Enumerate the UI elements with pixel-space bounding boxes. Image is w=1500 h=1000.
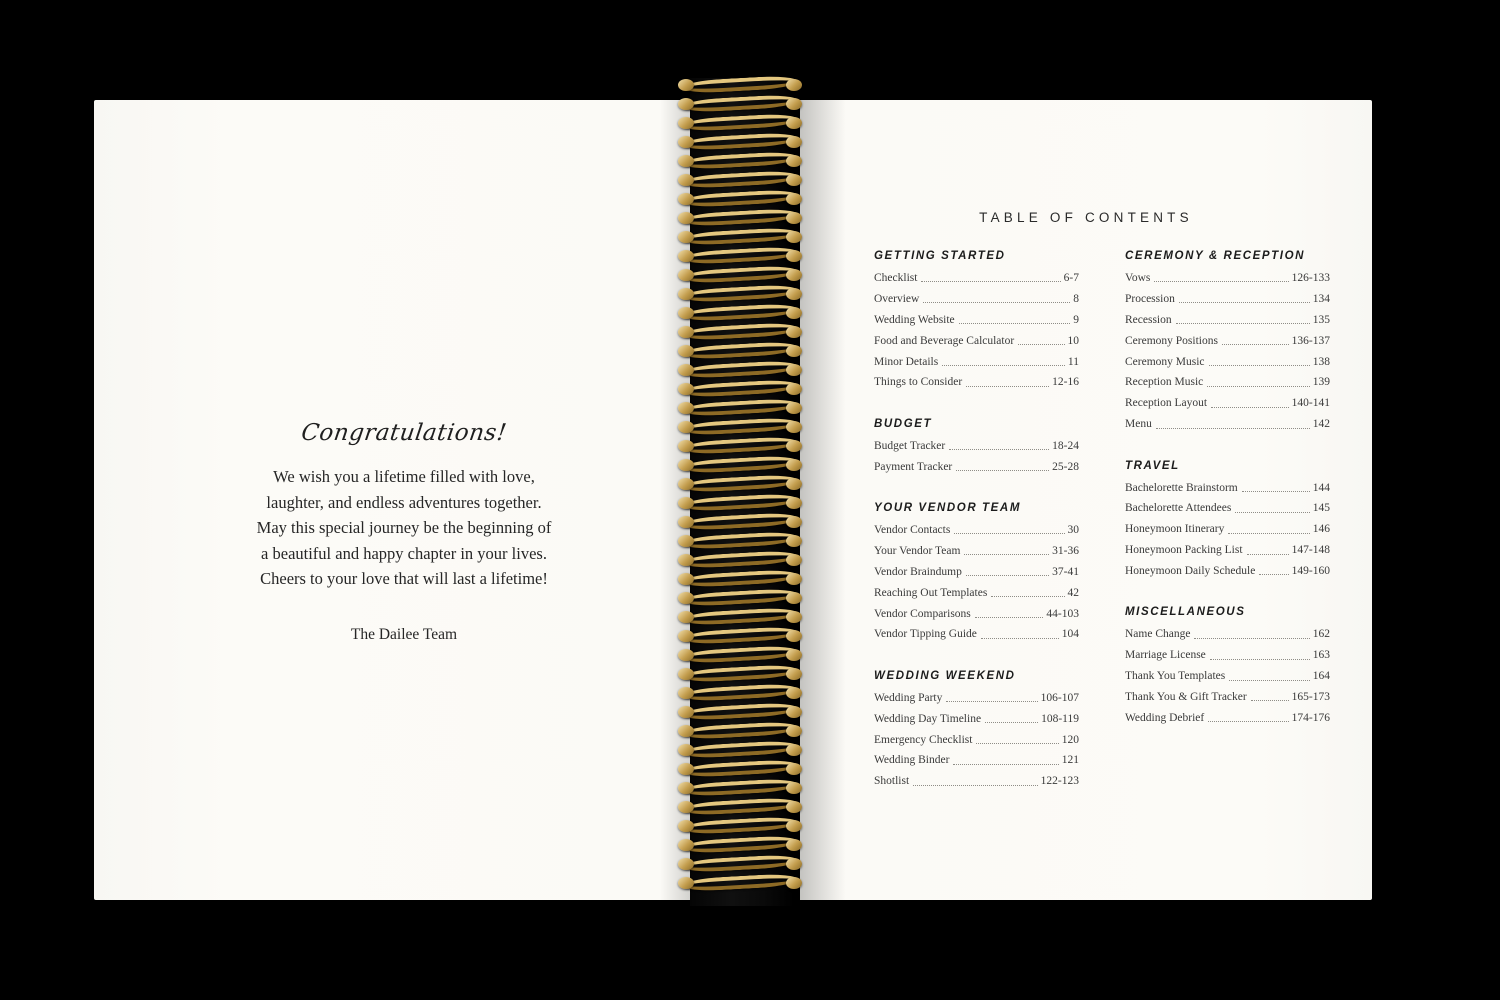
toc-entry[interactable] bbox=[874, 355, 1079, 369]
toc-entry[interactable] bbox=[874, 753, 1079, 767]
toc-entry-label: Vendor Comparisons bbox=[874, 607, 971, 620]
toc-entry-leader bbox=[1018, 343, 1064, 345]
toc-entry-leader bbox=[1242, 490, 1310, 492]
toc-entry-label: Vendor Braindump bbox=[874, 565, 962, 578]
spiral-coil bbox=[676, 401, 804, 420]
toc-entry-leader bbox=[981, 637, 1059, 639]
toc-entry-leader bbox=[946, 700, 1037, 702]
toc-entry-leader bbox=[1209, 364, 1310, 366]
spiral-coil bbox=[676, 287, 804, 306]
toc-entry-label: Vows bbox=[1125, 272, 1151, 284]
toc-section-title: CEREMONY & RECEPTION bbox=[1125, 250, 1306, 262]
toc-entry-label: Thank You & Gift Tracker bbox=[1125, 691, 1247, 703]
congratulations-heading: Congratulations! bbox=[299, 420, 509, 446]
toc-entry[interactable] bbox=[874, 375, 1079, 389]
toc-entry-leader bbox=[954, 532, 1064, 534]
spiral-coil bbox=[676, 211, 804, 230]
toc-entry[interactable] bbox=[1125, 522, 1330, 536]
toc-column-left bbox=[874, 250, 1079, 817]
toc-entry-pages: 25-28 bbox=[1052, 460, 1079, 473]
toc-section bbox=[874, 250, 1079, 390]
left-page bbox=[94, 100, 714, 900]
spiral-coil bbox=[676, 857, 804, 876]
toc-entry-pages: 31-36 bbox=[1052, 544, 1079, 557]
toc-entry-label: Shotlist bbox=[874, 775, 910, 788]
toc-entry-label: Overview bbox=[874, 292, 920, 305]
spiral-coil bbox=[676, 325, 804, 344]
toc-entry-pages: 44-103 bbox=[1046, 607, 1079, 620]
toc-entry-label: Recession bbox=[1125, 313, 1172, 326]
spiral-coil bbox=[676, 667, 804, 686]
toc-section-title: GETTING STARTED bbox=[874, 250, 1006, 262]
spiral-coil bbox=[676, 819, 804, 838]
spiral-coil bbox=[676, 572, 804, 591]
message-line: Cheers to your love that will last a lifetime! bbox=[260, 569, 548, 589]
toc-entry-leader bbox=[991, 595, 1064, 597]
toc-entry-pages: 164 bbox=[1312, 670, 1330, 683]
toc-entry[interactable] bbox=[874, 774, 1079, 788]
toc-entry[interactable] bbox=[874, 271, 1079, 285]
toc-entry-leader bbox=[913, 784, 1038, 786]
toc-entry-leader bbox=[1228, 532, 1309, 534]
toc-entry-pages: 121 bbox=[1061, 754, 1079, 767]
toc-entry-leader bbox=[1259, 573, 1288, 575]
toc-entry-leader bbox=[964, 553, 1049, 555]
toc-entry-label: Wedding Binder bbox=[874, 754, 950, 767]
toc-entry-leader bbox=[966, 574, 1049, 576]
spiral-coil bbox=[676, 838, 804, 857]
toc-entry-pages: 140-141 bbox=[1291, 397, 1330, 410]
toc-entry-label: Reaching Out Templates bbox=[874, 586, 988, 599]
toc-entry-label: Thank You Templates bbox=[1125, 670, 1226, 683]
toc-entry-label: Bachelorette Attendees bbox=[1125, 502, 1232, 515]
toc-entry-leader bbox=[1211, 406, 1289, 408]
toc-entry-pages: 144 bbox=[1312, 481, 1330, 494]
toc-entry-pages: 142 bbox=[1312, 418, 1330, 431]
toc-entry[interactable] bbox=[1125, 543, 1330, 557]
spiral-coil bbox=[676, 97, 804, 116]
toc-entry[interactable] bbox=[1125, 501, 1330, 515]
toc-section-title: YOUR VENDOR TEAM bbox=[874, 502, 1021, 514]
toc-entry[interactable] bbox=[874, 334, 1079, 348]
toc-entry-label: Wedding Party bbox=[874, 691, 943, 704]
toc-entry-label: Name Change bbox=[1125, 628, 1191, 641]
toc-entry-pages: 9 bbox=[1073, 313, 1079, 326]
toc-column-right bbox=[1125, 250, 1330, 817]
toc-section bbox=[1125, 460, 1330, 579]
toc-entry[interactable] bbox=[1125, 564, 1330, 578]
toc-entry[interactable] bbox=[1125, 669, 1330, 683]
toc-entry[interactable] bbox=[1125, 627, 1330, 641]
toc-entry-pages: 162 bbox=[1312, 628, 1330, 641]
signature-text: The Dailee Team bbox=[350, 625, 458, 643]
spiral-coil bbox=[676, 743, 804, 762]
toc-entry-leader bbox=[1251, 699, 1289, 701]
toc-entry-leader bbox=[1207, 385, 1310, 387]
toc-entry-leader bbox=[1208, 720, 1288, 722]
toc-entry-pages: 138 bbox=[1312, 355, 1330, 368]
toc-entry-label: Bachelorette Brainstorm bbox=[1125, 481, 1238, 494]
toc-entry-pages: 12-16 bbox=[1052, 376, 1079, 389]
toc-entry-pages: 163 bbox=[1312, 649, 1330, 662]
spiral-coil bbox=[676, 192, 804, 211]
toc-entry[interactable] bbox=[874, 691, 1079, 705]
toc-entry-leader bbox=[921, 280, 1060, 282]
spiral-coil bbox=[676, 534, 804, 553]
toc-entry-label: Things to Consider bbox=[874, 376, 963, 389]
spiral-coil bbox=[676, 135, 804, 154]
toc-entry[interactable] bbox=[874, 565, 1079, 579]
spiral-coil bbox=[676, 420, 804, 439]
toc-entry-leader bbox=[1247, 553, 1289, 555]
spiral-coil bbox=[676, 496, 804, 515]
toc-entry-pages: 136-137 bbox=[1291, 334, 1330, 347]
toc-entry[interactable] bbox=[1125, 271, 1330, 285]
toc-entry-pages: 134 bbox=[1312, 292, 1330, 305]
toc-entry-pages: 8 bbox=[1073, 292, 1079, 305]
toc-section bbox=[1125, 606, 1330, 725]
toc-entry-pages: 120 bbox=[1061, 733, 1079, 746]
toc-entry[interactable] bbox=[1125, 417, 1330, 431]
spiral-coil bbox=[676, 249, 804, 268]
toc-entry-pages: 145 bbox=[1312, 502, 1330, 515]
toc-entry-leader bbox=[953, 763, 1058, 765]
toc-entry-leader bbox=[975, 616, 1044, 618]
toc-entry-leader bbox=[985, 721, 1038, 723]
toc-entry[interactable] bbox=[874, 544, 1079, 558]
toc-entry-pages: 135 bbox=[1312, 313, 1330, 326]
toc-entry[interactable] bbox=[1125, 355, 1330, 369]
spiral-coil bbox=[676, 762, 804, 781]
toc-entry-leader bbox=[976, 742, 1058, 744]
spiral-coil bbox=[676, 268, 804, 287]
spiral-coil bbox=[676, 629, 804, 648]
toc-entry-pages: 147-148 bbox=[1291, 544, 1330, 557]
toc-section bbox=[874, 670, 1079, 789]
spiral-coil bbox=[676, 363, 804, 382]
spiral-coil bbox=[676, 154, 804, 173]
toc-entry-label: Ceremony Music bbox=[1125, 355, 1205, 368]
toc-entry-label: Vendor Contacts bbox=[874, 524, 951, 536]
spiral-coil bbox=[676, 705, 804, 724]
toc-entry-label: Ceremony Positions bbox=[1125, 334, 1218, 347]
message-line: laughter, and endless adventures together. bbox=[266, 492, 542, 512]
toc-entry[interactable] bbox=[874, 607, 1079, 621]
spiral-coil bbox=[676, 439, 804, 458]
toc-entry-pages: 6-7 bbox=[1063, 272, 1079, 284]
message-line: May this special journey be the beginning of bbox=[256, 518, 552, 538]
toc-entry-pages: 37-41 bbox=[1052, 565, 1079, 578]
spiral-coil bbox=[676, 230, 804, 249]
toc-entry[interactable] bbox=[874, 523, 1079, 537]
toc-entry[interactable] bbox=[1125, 334, 1330, 348]
toc-entry-label: Payment Tracker bbox=[874, 460, 953, 473]
toc-entry-label: Honeymoon Packing List bbox=[1125, 544, 1243, 557]
toc-entry-pages: 122-123 bbox=[1040, 775, 1079, 788]
toc-entry-leader bbox=[959, 322, 1071, 324]
toc-entry[interactable] bbox=[1125, 313, 1330, 327]
toc-section-title: BUDGET bbox=[874, 417, 933, 430]
toc-entry-label: Wedding Website bbox=[874, 313, 955, 326]
toc-entry-leader bbox=[942, 364, 1065, 366]
toc-section bbox=[874, 418, 1079, 474]
spiral-coil bbox=[676, 306, 804, 325]
right-page bbox=[800, 100, 1372, 900]
spiral-coil bbox=[676, 686, 804, 705]
spiral-coil bbox=[676, 800, 804, 819]
spiral-coil bbox=[676, 515, 804, 534]
toc-entry-pages: 18-24 bbox=[1052, 439, 1079, 452]
spiral-coil bbox=[676, 781, 804, 800]
toc-entry-label: Food and Beverage Calculator bbox=[874, 334, 1015, 347]
toc-entry-leader bbox=[1194, 637, 1309, 639]
message-line: a beautiful and happy chapter in your lives. bbox=[261, 543, 547, 563]
toc-section bbox=[874, 502, 1079, 642]
toc-entry[interactable] bbox=[874, 460, 1079, 474]
toc-entry-label: Honeymoon Itinerary bbox=[1125, 523, 1225, 536]
toc-entry[interactable] bbox=[874, 712, 1079, 726]
toc-entry[interactable] bbox=[1125, 690, 1330, 704]
toc-entry-pages: 146 bbox=[1312, 523, 1330, 536]
spiral-coil bbox=[676, 173, 804, 192]
toc-entry-pages: 149-160 bbox=[1291, 565, 1330, 577]
toc-entry-pages: 30 bbox=[1067, 524, 1079, 536]
toc-entry-label: Your Vendor Team bbox=[874, 544, 961, 557]
toc-entry[interactable] bbox=[1125, 375, 1330, 389]
spiral-coil bbox=[676, 382, 804, 401]
toc-entry-pages: 139 bbox=[1312, 376, 1330, 389]
toc-entry-pages: 42 bbox=[1067, 586, 1079, 599]
toc-entry-leader bbox=[956, 469, 1049, 471]
congratulations-block bbox=[94, 420, 714, 644]
spiral-coil bbox=[676, 78, 804, 97]
toc-entry-leader bbox=[1179, 301, 1310, 303]
toc-entry-leader bbox=[923, 301, 1070, 303]
spiral-coil bbox=[676, 648, 804, 667]
toc-entry[interactable] bbox=[874, 627, 1079, 641]
toc-entry[interactable] bbox=[1125, 396, 1330, 410]
toc-entry[interactable] bbox=[874, 313, 1079, 327]
toc-entry-leader bbox=[1156, 427, 1310, 429]
toc-entry-pages: 126-133 bbox=[1291, 272, 1330, 284]
toc-entry-pages: 104 bbox=[1061, 628, 1079, 641]
toc-entry-leader bbox=[949, 448, 1049, 450]
toc-entry-label: Checklist bbox=[874, 272, 918, 284]
spiral-coil bbox=[676, 458, 804, 477]
toc-entry[interactable] bbox=[1125, 481, 1330, 495]
toc-entry-pages: 10 bbox=[1067, 334, 1079, 347]
toc-entry[interactable] bbox=[874, 586, 1079, 600]
toc-entry-label: Honeymoon Daily Schedule bbox=[1125, 565, 1256, 577]
toc-entry-leader bbox=[1229, 679, 1310, 681]
table-of-contents bbox=[874, 250, 1330, 817]
toc-entry-leader bbox=[1176, 322, 1310, 324]
toc-section-title: TRAVEL bbox=[1125, 459, 1180, 472]
spiral-coil bbox=[676, 610, 804, 629]
toc-entry-label: Reception Music bbox=[1125, 376, 1204, 389]
toc-entry-label: Vendor Tipping Guide bbox=[874, 628, 977, 641]
toc-entry-label: Procession bbox=[1125, 292, 1175, 305]
toc-entry-label: Reception Layout bbox=[1125, 397, 1208, 410]
toc-entry-label: Wedding Debrief bbox=[1125, 711, 1205, 724]
toc-section-title: MISCELLANEOUS bbox=[1125, 606, 1246, 619]
spiral-coil bbox=[676, 477, 804, 496]
congratulations-message bbox=[94, 464, 714, 592]
toc-entry[interactable] bbox=[1125, 711, 1330, 725]
toc-entry-label: Marriage License bbox=[1125, 649, 1206, 662]
toc-entry-label: Budget Tracker bbox=[874, 439, 946, 452]
toc-entry-pages: 108-119 bbox=[1041, 712, 1079, 725]
toc-entry-label: Wedding Day Timeline bbox=[874, 712, 982, 725]
toc-section bbox=[1125, 250, 1330, 432]
page-title: TABLE OF CONTENTS bbox=[979, 210, 1193, 225]
toc-entry-pages: 174-176 bbox=[1291, 711, 1330, 724]
spiral-coil bbox=[676, 553, 804, 572]
toc-entry-pages: 11 bbox=[1067, 355, 1079, 368]
toc-entry[interactable] bbox=[1125, 292, 1330, 306]
toc-entry-leader bbox=[1154, 280, 1288, 282]
toc-entry-pages: 106-107 bbox=[1040, 691, 1079, 704]
toc-entry-label: Emergency Checklist bbox=[874, 733, 973, 746]
toc-entry-leader bbox=[966, 385, 1049, 387]
toc-section-title: WEDDING WEEKEND bbox=[874, 669, 1016, 682]
toc-entry-leader bbox=[1235, 511, 1309, 513]
spiral-coil bbox=[676, 724, 804, 743]
toc-entry[interactable] bbox=[1125, 648, 1330, 662]
toc-entry[interactable] bbox=[874, 292, 1079, 306]
spiral-coil bbox=[676, 591, 804, 610]
message-line: We wish you a lifetime filled with love, bbox=[273, 467, 535, 486]
toc-entry-label: Minor Details bbox=[874, 355, 939, 368]
toc-entry-leader bbox=[1210, 658, 1310, 660]
spiral-coil bbox=[676, 116, 804, 135]
toc-entry-leader bbox=[1222, 343, 1289, 345]
toc-entry-pages: 165-173 bbox=[1291, 691, 1330, 703]
spiral-coil bbox=[676, 876, 804, 895]
toc-entry[interactable] bbox=[874, 439, 1079, 453]
toc-entry-label: Menu bbox=[1125, 418, 1152, 431]
spiral-binding bbox=[676, 78, 804, 906]
spiral-coil bbox=[676, 344, 804, 363]
toc-entry[interactable] bbox=[874, 733, 1079, 747]
